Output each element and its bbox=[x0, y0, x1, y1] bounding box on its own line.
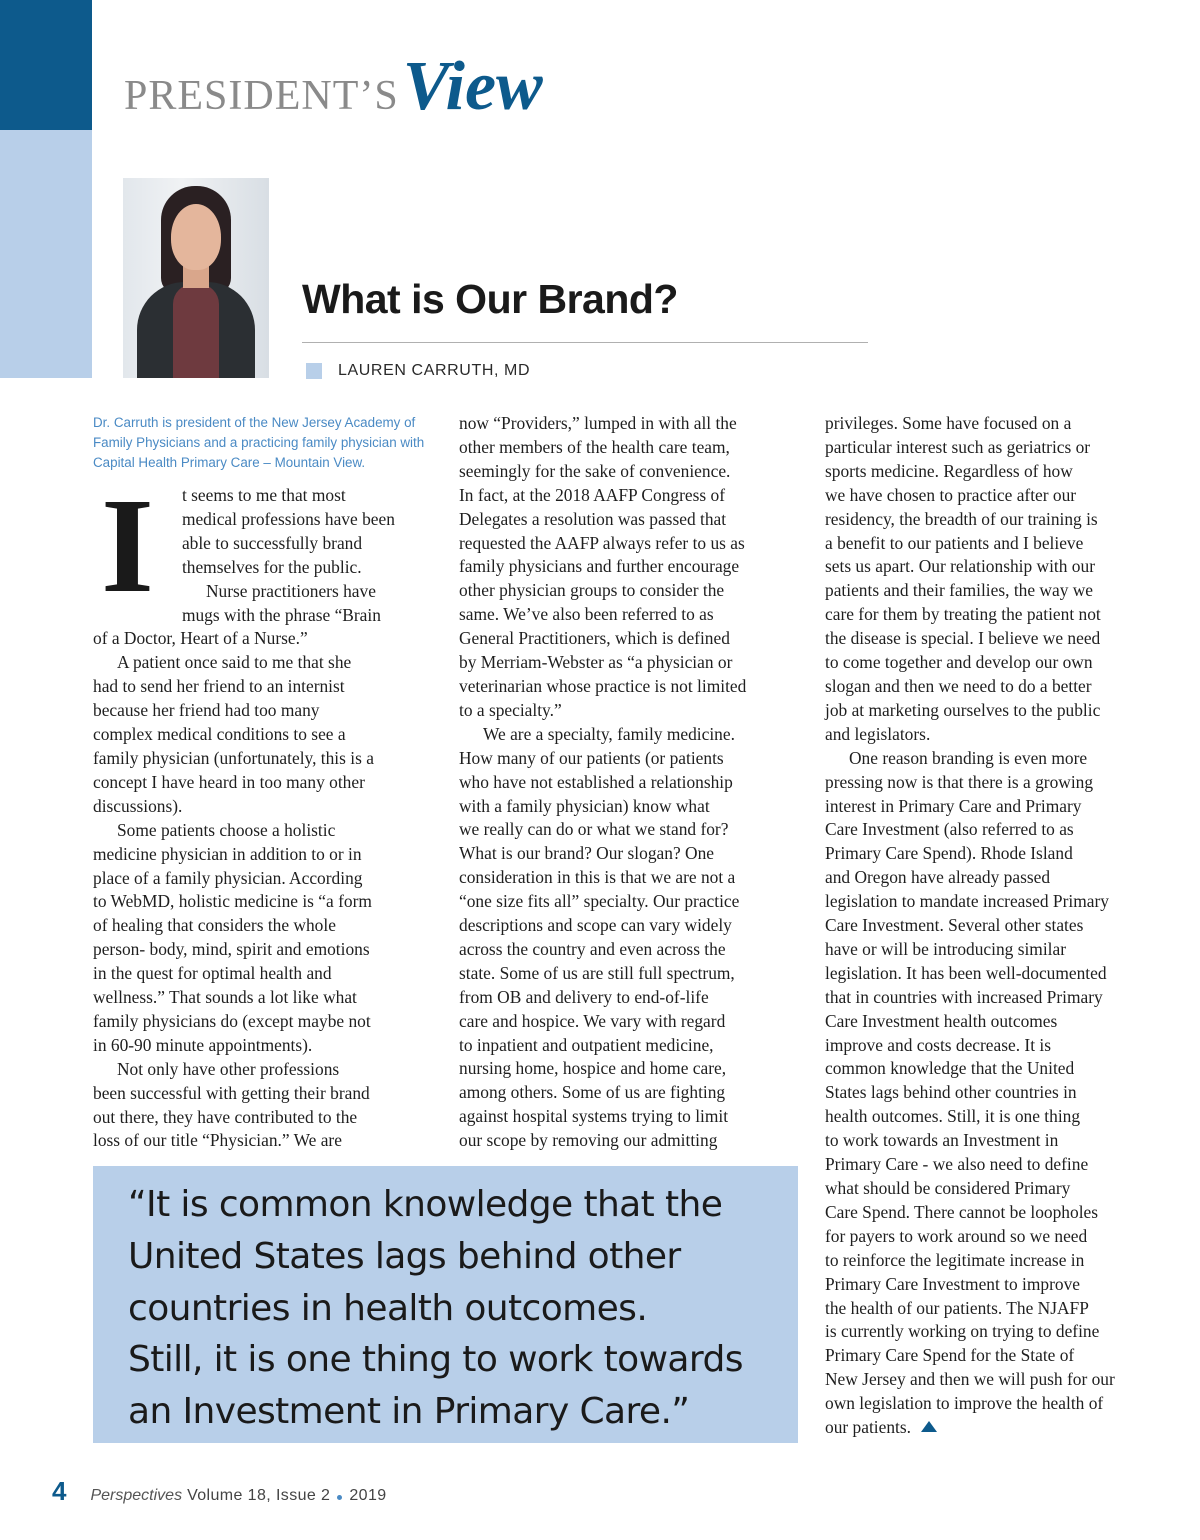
text-line-content: and Oregon have already passed bbox=[825, 867, 1051, 888]
text-line-content: our patients. bbox=[825, 1417, 911, 1438]
text-line bbox=[459, 747, 804, 771]
text-line bbox=[825, 436, 1170, 460]
text-line-content: privileges. Some have focused on a bbox=[825, 413, 1072, 433]
text-line-content: complex medical conditions to see a bbox=[93, 724, 346, 745]
text-line-content: Primary Care Spend for the State of bbox=[825, 1345, 1075, 1366]
text-line bbox=[825, 1201, 1170, 1225]
text-line bbox=[825, 1416, 1170, 1440]
text-line bbox=[825, 723, 1170, 747]
text-line bbox=[459, 555, 804, 579]
text-line-content: States lags behind other countries in bbox=[825, 1082, 1077, 1103]
text-line-content: family physicians do (except maybe not bbox=[93, 1010, 371, 1031]
text-line bbox=[93, 890, 438, 914]
text-line bbox=[459, 675, 804, 699]
text-line-content: One reason branding is even more bbox=[849, 747, 1088, 768]
text-line-content: other physician groups to consider the bbox=[459, 580, 725, 601]
text-line bbox=[93, 699, 438, 723]
text-line-content: in the quest for optimal health and bbox=[93, 963, 332, 984]
text-line bbox=[459, 1081, 804, 1105]
text-line bbox=[825, 484, 1170, 508]
text-line bbox=[825, 603, 1170, 627]
text-line bbox=[93, 938, 438, 962]
text-line bbox=[825, 771, 1170, 795]
text-line-content: Delegates a resolution was passed that bbox=[459, 508, 727, 529]
text-line-content: to work towards an Investment in bbox=[825, 1130, 1059, 1151]
section-suffix: View bbox=[402, 48, 543, 125]
text-line bbox=[93, 914, 438, 938]
text-line bbox=[825, 412, 1170, 436]
text-line-content: interest in Primary Care and Primary bbox=[825, 795, 1082, 816]
text-line-content: place of a family physician. According bbox=[93, 867, 363, 888]
text-line-content: job at marketing ourselves to the public bbox=[825, 699, 1101, 720]
issue-volume: Volume 18, Issue 2 bbox=[187, 1487, 331, 1504]
text-line bbox=[825, 532, 1170, 556]
text-line-content: in 60-90 minute appointments). bbox=[93, 1034, 313, 1055]
text-line bbox=[93, 627, 438, 651]
text-line bbox=[825, 460, 1170, 484]
text-line-content: requested the AAFP always refer to us as bbox=[459, 532, 745, 553]
byline-square-icon bbox=[306, 363, 322, 379]
text-line bbox=[93, 819, 438, 843]
text-line-content: person- body, mind, spirit and emotions bbox=[93, 939, 370, 960]
body-column-2 bbox=[459, 412, 804, 1153]
pull-quote-line: “It is common knowledge that the bbox=[128, 1184, 723, 1225]
pull-quote bbox=[93, 1166, 798, 1443]
body-column-3 bbox=[825, 412, 1170, 1440]
text-line-content: to WebMD, holistic medicine is “a form bbox=[93, 891, 372, 912]
issue-year: 2019 bbox=[349, 1487, 387, 1504]
text-line bbox=[825, 842, 1170, 866]
text-line-content: family physicians and further encourage bbox=[459, 556, 740, 577]
text-line bbox=[825, 818, 1170, 842]
section-prefix: PRESIDENT’S bbox=[124, 73, 399, 119]
text-line-content: for payers to work around so we need bbox=[825, 1225, 1088, 1246]
text-line-content: concept I have heard in too many other bbox=[93, 771, 365, 792]
author-name: LAUREN CARRUTH, MD bbox=[338, 362, 531, 379]
text-line bbox=[459, 532, 804, 556]
text-line-content: other members of the health care team, bbox=[459, 436, 730, 457]
text-line bbox=[825, 747, 1170, 771]
text-line bbox=[825, 1249, 1170, 1273]
text-line-content: loss of our title “Physician.” We are bbox=[93, 1130, 342, 1151]
text-line-content: We are a specialty, family medicine. bbox=[483, 723, 735, 744]
text-line-content: of healing that considers the whole bbox=[93, 915, 336, 936]
text-line bbox=[459, 771, 804, 795]
text-line bbox=[459, 938, 804, 962]
text-line-content: the health of our patients. The NJAFP bbox=[825, 1297, 1089, 1318]
author-bio: Dr. Carruth is president of the New Jersey Academy of Family Physicians and a practicing family physician with Capital Health Primary Care – Mountain View. bbox=[93, 415, 425, 470]
text-line bbox=[459, 699, 804, 723]
text-line-content: who have not established a relationship bbox=[459, 771, 733, 792]
text-line bbox=[93, 1129, 438, 1153]
text-line bbox=[825, 1081, 1170, 1105]
text-line bbox=[459, 914, 804, 938]
title-divider bbox=[302, 342, 868, 343]
separator-dot-icon bbox=[337, 1495, 342, 1500]
text-line bbox=[459, 1057, 804, 1081]
text-line bbox=[459, 866, 804, 890]
text-line bbox=[459, 1010, 804, 1034]
text-line-content: pressing now is that there is a growing bbox=[825, 771, 1094, 792]
text-line-content: particular interest such as geriatrics or bbox=[825, 436, 1091, 457]
text-line-content: now “Providers,” lumped in with all the bbox=[459, 413, 737, 433]
accent-bar-light bbox=[0, 130, 92, 378]
text-line-content: General Practitioners, which is defined bbox=[459, 628, 730, 649]
text-line-content: family physician (unfortunately, this is a bbox=[93, 747, 374, 768]
text-line bbox=[93, 986, 438, 1010]
text-line bbox=[459, 795, 804, 819]
text-line bbox=[459, 818, 804, 842]
text-line-content: been successful with getting their brand bbox=[93, 1082, 370, 1103]
text-line bbox=[825, 1297, 1170, 1321]
text-line-content: and legislators. bbox=[825, 723, 931, 744]
text-line-content: mugs with the phrase “Brain bbox=[181, 604, 381, 625]
text-line bbox=[825, 914, 1170, 938]
text-line-content: by Merriam-Webster as “a physician or bbox=[459, 652, 733, 673]
text-line-content: out there, they have contributed to the bbox=[93, 1106, 358, 1127]
page-footer bbox=[52, 1476, 387, 1507]
text-line-content: own legislation to improve the health of bbox=[825, 1393, 1104, 1414]
text-line-content: New Jersey and then we will push for our bbox=[825, 1369, 1115, 1390]
text-line-content: have or will be introducing similar bbox=[825, 938, 1066, 959]
text-line bbox=[825, 1225, 1170, 1249]
text-line bbox=[825, 1129, 1170, 1153]
text-line bbox=[825, 675, 1170, 699]
article-title: What is Our Brand? bbox=[302, 276, 678, 322]
text-line-content: seemingly for the sake of convenience. bbox=[459, 460, 731, 481]
text-line-content: to come together and develop our own bbox=[825, 652, 1093, 673]
text-line-content: Nurse practitioners have bbox=[205, 580, 376, 601]
text-line bbox=[459, 651, 804, 675]
text-line bbox=[825, 1177, 1170, 1201]
text-line bbox=[459, 723, 804, 747]
text-line bbox=[825, 1273, 1170, 1297]
drop-cap: I bbox=[101, 471, 154, 621]
text-line-content: Primary Care Spend). Rhode Island bbox=[825, 843, 1073, 864]
text-line-content: Primary Care Investment to improve bbox=[825, 1273, 1081, 1294]
text-line-content: health outcomes. Still, it is one thing bbox=[825, 1106, 1081, 1127]
text-line bbox=[825, 986, 1170, 1010]
text-line-content: care and hospice. We vary with regard bbox=[459, 1010, 726, 1031]
pull-quote-line: Still, it is one thing to work towards bbox=[128, 1339, 743, 1381]
text-line-content: had to send her friend to an internist bbox=[93, 676, 345, 697]
text-line bbox=[825, 1392, 1170, 1416]
pull-quote-line: countries in health outcomes. bbox=[128, 1287, 648, 1329]
text-line bbox=[93, 771, 438, 795]
text-line bbox=[459, 986, 804, 1010]
text-line-content: What is our brand? Our slogan? One bbox=[459, 843, 714, 864]
text-line bbox=[825, 508, 1170, 532]
text-line-content: with a family physician) know what bbox=[459, 795, 710, 816]
text-line bbox=[93, 1058, 438, 1082]
text-line-content: of a Doctor, Heart of a Nurse.” bbox=[93, 628, 308, 649]
byline bbox=[306, 362, 530, 380]
text-line bbox=[825, 1368, 1170, 1392]
text-line-content: among others. Some of us are fighting bbox=[459, 1082, 726, 1103]
text-line-content: discussions). bbox=[93, 795, 183, 816]
text-line bbox=[825, 699, 1170, 723]
text-line bbox=[825, 579, 1170, 603]
text-line-content: what should be considered Primary bbox=[825, 1178, 1071, 1198]
text-line bbox=[93, 723, 438, 747]
section-header bbox=[124, 48, 543, 125]
text-line-content: across the country and even across the bbox=[459, 938, 726, 959]
text-line bbox=[825, 866, 1170, 890]
text-line bbox=[825, 1010, 1170, 1034]
text-line-content: legislation. It has been well-documented bbox=[825, 962, 1107, 983]
page-number: 4 bbox=[52, 1476, 67, 1506]
text-line bbox=[93, 962, 438, 986]
text-line bbox=[93, 1010, 438, 1034]
text-line-content: Some patients choose a holistic bbox=[117, 819, 336, 840]
text-line bbox=[459, 1105, 804, 1129]
text-line-content: because her friend had too many bbox=[93, 700, 320, 721]
text-line-content: consideration in this is that we are not a bbox=[459, 867, 736, 888]
text-line-content: In fact, at the 2018 AAFP Congress of bbox=[459, 484, 725, 505]
text-line-content: legislation to mandate increased Primary bbox=[825, 891, 1109, 912]
text-line bbox=[459, 412, 804, 436]
text-line-content: patients and their families, the way we bbox=[825, 580, 1094, 601]
text-line bbox=[825, 1320, 1170, 1344]
text-line-content: the disease is special. I believe we need bbox=[825, 628, 1101, 649]
text-line-content: Not only have other professions bbox=[117, 1058, 340, 1079]
text-line bbox=[825, 938, 1170, 962]
text-line-content: improve and costs decrease. It is bbox=[825, 1034, 1052, 1055]
text-line-content: to reinforce the legitimate increase in bbox=[825, 1249, 1085, 1270]
text-line bbox=[459, 962, 804, 986]
text-line-content: descriptions and scope can vary widely bbox=[459, 915, 732, 936]
accent-bar-dark bbox=[0, 0, 92, 130]
text-line-content: a benefit to our patients and I believe bbox=[825, 532, 1084, 553]
text-line-content: against hospital systems trying to limit bbox=[459, 1106, 729, 1127]
text-line-content: is currently working on trying to define bbox=[825, 1321, 1100, 1342]
text-line-content: A patient once said to me that she bbox=[117, 652, 352, 673]
text-line-content: common knowledge that the United bbox=[825, 1058, 1075, 1079]
text-line bbox=[93, 651, 438, 675]
text-line bbox=[459, 603, 804, 627]
text-line-content: we really can do or what we stand for? bbox=[459, 819, 729, 840]
text-line-content: Care Investment health outcomes bbox=[825, 1010, 1058, 1031]
text-line bbox=[93, 1082, 438, 1106]
text-line bbox=[459, 460, 804, 484]
text-line-content: to inpatient and outpatient medicine, bbox=[459, 1034, 714, 1055]
text-line-content: sports medicine. Regardless of how bbox=[825, 460, 1073, 481]
text-line-content: sets us apart. Our relationship with our bbox=[825, 556, 1095, 577]
text-line bbox=[459, 484, 804, 508]
text-line bbox=[825, 555, 1170, 579]
text-line-content: How many of our patients (or patients bbox=[459, 747, 724, 768]
text-line bbox=[93, 675, 438, 699]
text-line bbox=[825, 1153, 1170, 1177]
text-line-content: Care Investment. Several other states bbox=[825, 915, 1084, 936]
text-line bbox=[459, 436, 804, 460]
text-line-content: themselves for the public. bbox=[181, 556, 362, 577]
text-line-content: same. We’ve also been referred to as bbox=[459, 604, 714, 625]
text-line bbox=[93, 1106, 438, 1130]
pull-quote-line: United States lags behind other bbox=[128, 1235, 681, 1277]
text-line bbox=[825, 962, 1170, 986]
text-line bbox=[825, 1057, 1170, 1081]
text-line-content: care for them by treating the patient not bbox=[825, 604, 1101, 625]
text-line bbox=[459, 842, 804, 866]
text-line bbox=[459, 627, 804, 651]
text-line bbox=[93, 747, 438, 771]
text-line-content: Care Investment (also referred to as bbox=[825, 819, 1074, 840]
text-line-content: residency, the breadth of our training is bbox=[825, 508, 1098, 529]
text-line-content: we have chosen to practice after our bbox=[825, 484, 1077, 505]
text-line bbox=[825, 795, 1170, 819]
text-line bbox=[825, 1105, 1170, 1129]
text-line-content: “one size fits all” specialty. Our practice bbox=[459, 891, 740, 912]
text-line-content: medical professions have been bbox=[181, 508, 395, 529]
text-line-content: state. Some of us are still full spectrum, bbox=[459, 962, 735, 983]
text-line bbox=[825, 1034, 1170, 1058]
end-triangle-icon bbox=[921, 1421, 937, 1432]
text-line-content: slogan and then we need to do a better bbox=[825, 675, 1092, 696]
text-line-content: Care Spend. There cannot be loopholes bbox=[825, 1201, 1099, 1222]
text-line-content: that in countries with increased Primary bbox=[825, 986, 1103, 1007]
text-line-content: to a specialty.” bbox=[459, 699, 562, 720]
text-line-content: our scope by removing our admitting bbox=[459, 1130, 718, 1151]
text-line bbox=[459, 508, 804, 532]
text-line bbox=[459, 1129, 804, 1153]
text-line-content: medicine physician in addition to or in bbox=[93, 843, 362, 864]
publication-name: Perspectives bbox=[90, 1487, 183, 1504]
author-photo bbox=[123, 178, 269, 378]
text-line bbox=[825, 890, 1170, 914]
text-line bbox=[459, 579, 804, 603]
text-line bbox=[825, 1344, 1170, 1368]
text-line bbox=[93, 867, 438, 891]
text-line-content: veterinarian whose practice is not limited bbox=[459, 675, 747, 696]
text-line bbox=[93, 1034, 438, 1058]
text-line-content: able to successfully brand bbox=[181, 532, 363, 553]
text-line-content: t seems to me that most bbox=[181, 485, 346, 505]
pull-quote-line: an Investment in Primary Care.” bbox=[128, 1391, 690, 1433]
text-line-content: wellness.” That sounds a lot like what bbox=[93, 987, 357, 1008]
text-line-content: nursing home, hospice and home care, bbox=[459, 1058, 727, 1079]
text-line-content: from OB and delivery to end-of-life bbox=[459, 986, 709, 1007]
text-line bbox=[459, 1034, 804, 1058]
text-line bbox=[93, 795, 438, 819]
text-line-content: Primary Care - we also need to define bbox=[825, 1154, 1089, 1175]
text-line bbox=[825, 627, 1170, 651]
body-column-1 bbox=[93, 471, 438, 1153]
text-line bbox=[93, 843, 438, 867]
text-line bbox=[459, 890, 804, 914]
text-line bbox=[825, 651, 1170, 675]
